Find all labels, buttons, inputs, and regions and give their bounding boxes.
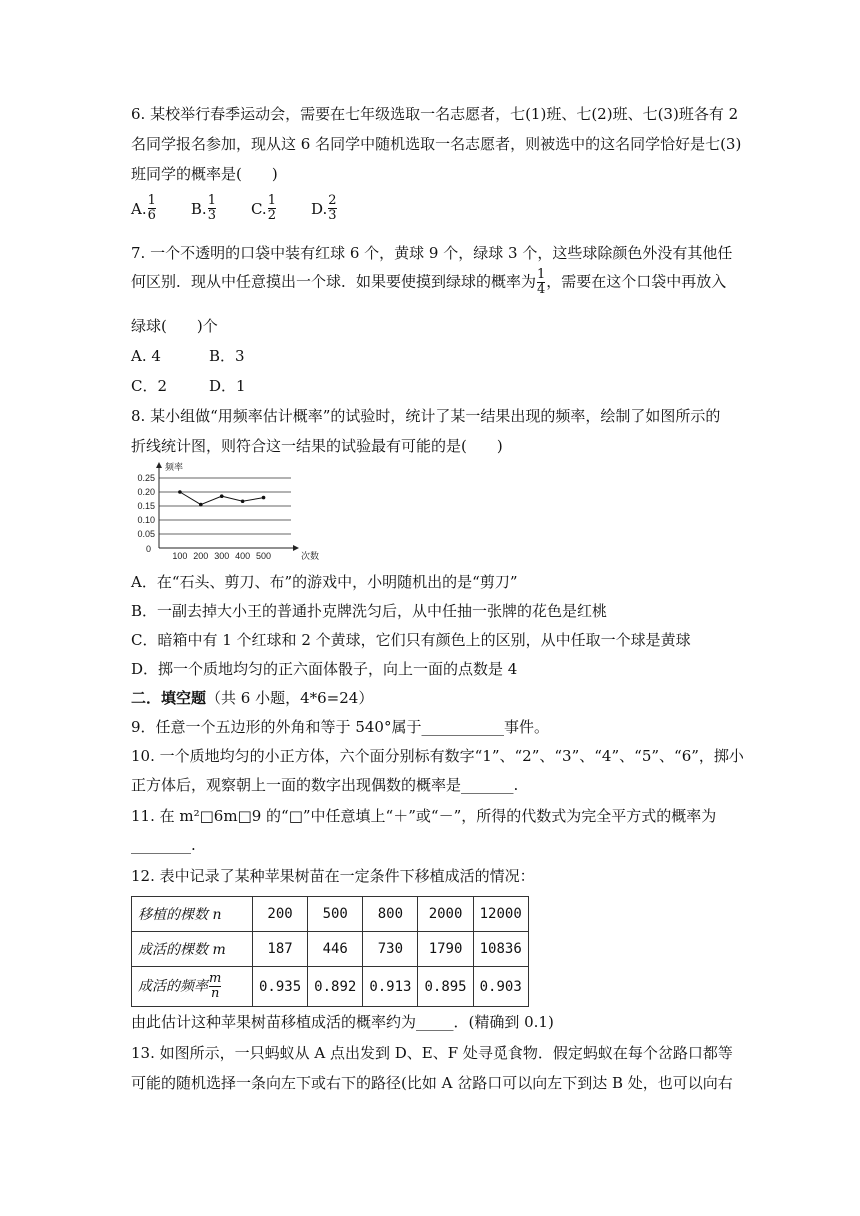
numerator: 1 xyxy=(537,267,546,282)
table-cell: 187 xyxy=(253,932,308,967)
q8-line-2: 折线统计图，则符合这一结果的试验最有可能的是( ) xyxy=(131,437,503,455)
q6-option-b[interactable] xyxy=(191,194,217,223)
x-tick-label: 100 xyxy=(172,551,188,561)
q6-option-c[interactable] xyxy=(251,194,277,223)
table-cell: 1790 xyxy=(418,932,473,967)
section-title: 二．填空题 xyxy=(131,689,207,707)
numerator: 1 xyxy=(267,193,276,208)
data-point xyxy=(241,499,245,503)
table-cell: 0.913 xyxy=(363,967,418,1007)
fraction xyxy=(208,194,216,223)
q7-option-b[interactable]: B．3 xyxy=(209,347,245,365)
x-tick-label: 500 xyxy=(256,551,272,561)
numerator: 1 xyxy=(207,193,216,208)
fraction xyxy=(328,194,336,223)
table-cell: 800 xyxy=(363,897,418,932)
data-point xyxy=(178,490,182,494)
y-tick-label: 0 xyxy=(145,544,151,554)
table-cell: 0.903 xyxy=(473,967,528,1007)
q10-line-1: 10. 一个质地均匀的小正方体，六个面分别标有数字“1”、“2”、“3”、“4”、“5”、“6”，掷小 xyxy=(131,747,744,765)
option-label: C. xyxy=(250,199,267,218)
frequency-line-chart xyxy=(121,462,320,588)
y-tick-label: 0.15 xyxy=(137,501,155,511)
y-tick-label: 0.25 xyxy=(137,473,155,483)
table-cell: 0.892 xyxy=(308,967,363,1007)
fraction xyxy=(268,194,276,223)
y-tick-label: 0.10 xyxy=(137,515,155,525)
option-label: A. xyxy=(131,199,147,218)
q6-line-3: 班同学的概率是( ) xyxy=(131,165,278,183)
q7-line-1: 7. 一个不透明的口袋中装有红球 6 个，黄球 9 个，绿球 3 个，这些球除颜色外没有其他任 xyxy=(131,244,733,262)
q6-options xyxy=(131,194,372,223)
option-label: B. xyxy=(190,199,207,218)
x-tick-label: 200 xyxy=(193,551,209,561)
y-tick-label: 0.05 xyxy=(137,529,155,539)
denominator: 6 xyxy=(147,208,156,223)
x-tick-label: 400 xyxy=(235,551,251,561)
q8-option-b[interactable]: B．一副去掉大小王的普通扑克牌洗匀后，从中任抽一张牌的花色是红桃 xyxy=(131,602,608,620)
row-header-text: 成活的频率 xyxy=(138,978,208,995)
q8-option-c[interactable]: C．暗箱中有 1 个红球和 2 个黄球，它们只有颜色上的区别，从中任取一个球是黄球 xyxy=(131,631,691,649)
option-label: D. xyxy=(310,199,328,218)
q8-option-d[interactable]: D．掷一个质地均匀的正六面体骰子，向上一面的点数是 4 xyxy=(131,660,518,678)
q11-line-2: ________. xyxy=(131,836,196,854)
table-cell: 12000 xyxy=(473,897,528,932)
denominator: 3 xyxy=(328,208,337,223)
x-axis-arrow xyxy=(293,545,299,551)
table-row xyxy=(132,897,529,932)
q7-line-2-end: ，需要在这个口袋中再放入 xyxy=(546,272,727,291)
denominator: 2 xyxy=(267,208,276,223)
q13-line-2: 可能的随机选择一条向左下或右下的路径(比如 A 岔路口可以向左下到达 B 处，也可以向右 xyxy=(131,1074,733,1092)
denominator: 3 xyxy=(207,208,216,223)
q6-option-a[interactable] xyxy=(131,194,157,223)
q9: 9．任意一个五边形的外角和等于 540°属于___________事件。 xyxy=(131,718,549,736)
data-point xyxy=(262,496,266,500)
q12-after-table: 由此估计这种苹果树苗移植成活的概率约为_____．(精确到 0.1) xyxy=(131,1013,554,1031)
section-note: （共 6 小题，4*6=24） xyxy=(206,689,374,707)
q13-line-1: 13. 如图所示，一只蚂蚁从 A 点出发到 D、E、F 处寻觅食物．假定蚂蚁在每个岔路口都等 xyxy=(131,1044,733,1062)
q7-line-3: 绿球( )个 xyxy=(131,317,218,335)
table-cell: 0.895 xyxy=(418,967,473,1007)
table-cell: 0.935 xyxy=(253,967,308,1007)
denominator: 4 xyxy=(537,282,546,297)
q10-line-2: 正方体后，观察朝上一面的数字出现偶数的概率是_______. xyxy=(131,776,519,794)
table-cell: 10836 xyxy=(473,932,528,967)
table-row xyxy=(132,967,529,1007)
fraction xyxy=(209,972,221,1001)
q8-option-a[interactable]: A．在“石头、剪刀、布”的游戏中，小明随机出的是“剪刀” xyxy=(131,573,518,591)
table-cell: 200 xyxy=(253,897,308,932)
denominator: n xyxy=(210,986,220,1001)
x-tick-label: 300 xyxy=(214,551,230,561)
q6-option-d[interactable] xyxy=(311,194,338,223)
table-row-header: 移植的棵数 n xyxy=(132,897,253,932)
seedling-table xyxy=(131,896,529,1007)
table-cell: 500 xyxy=(308,897,363,932)
series-line xyxy=(180,492,264,505)
table-cell: 730 xyxy=(363,932,418,967)
table-row-header: 成活的棵数 m xyxy=(132,932,253,967)
y-tick-label: 0.20 xyxy=(137,487,155,497)
table-row-header xyxy=(132,967,253,1007)
q7-option-c[interactable]: C．2 xyxy=(131,377,168,395)
y-axis-arrow xyxy=(156,462,162,468)
table-cell: 2000 xyxy=(418,897,473,932)
q7-option-d[interactable]: D．1 xyxy=(209,377,246,395)
section-2-heading xyxy=(131,688,373,708)
table-cell: 446 xyxy=(308,932,363,967)
data-point xyxy=(220,494,224,498)
q6-line-2: 名同学报名参加，现从这 6 名同学中随机选取一名志愿者，则被选中的这名同学恰好是七(3) xyxy=(131,135,742,153)
q12-line-1: 12. 表中记录了某种苹果树苗在一定条件下移植成活的情况： xyxy=(131,867,535,885)
chart-svg xyxy=(121,462,320,562)
numerator: 2 xyxy=(328,193,337,208)
table-row xyxy=(132,932,529,967)
numerator: m xyxy=(209,971,222,986)
y-axis-label: 频率 xyxy=(165,462,184,472)
x-axis-label: 次数 xyxy=(301,551,320,561)
q6-line-1: 6. 某校举行春季运动会，需要在七年级选取一名志愿者，七(1)班、七(2)班、七(3)班各有 2 xyxy=(131,105,739,123)
fraction xyxy=(537,268,545,297)
q7-line-2-start: 何区别．现从中任意摸出一个球．如果要使摸到绿球的概率为 xyxy=(131,272,537,291)
q7-line-2 xyxy=(131,268,726,297)
q7-option-a[interactable]: A. 4 xyxy=(131,347,161,365)
q11-line-1: 11. 在 m²□6m□9 的“□”中任意填上“＋”或“－”，所得的代数式为完全平方式的概率为 xyxy=(131,807,717,825)
data-point xyxy=(199,503,203,507)
numerator: 1 xyxy=(147,193,156,208)
q8-line-1: 8. 某小组做“用频率估计概率”的试验时，统计了某一结果出现的频率，绘制了如图所示的 xyxy=(131,407,721,425)
fraction xyxy=(148,194,156,223)
